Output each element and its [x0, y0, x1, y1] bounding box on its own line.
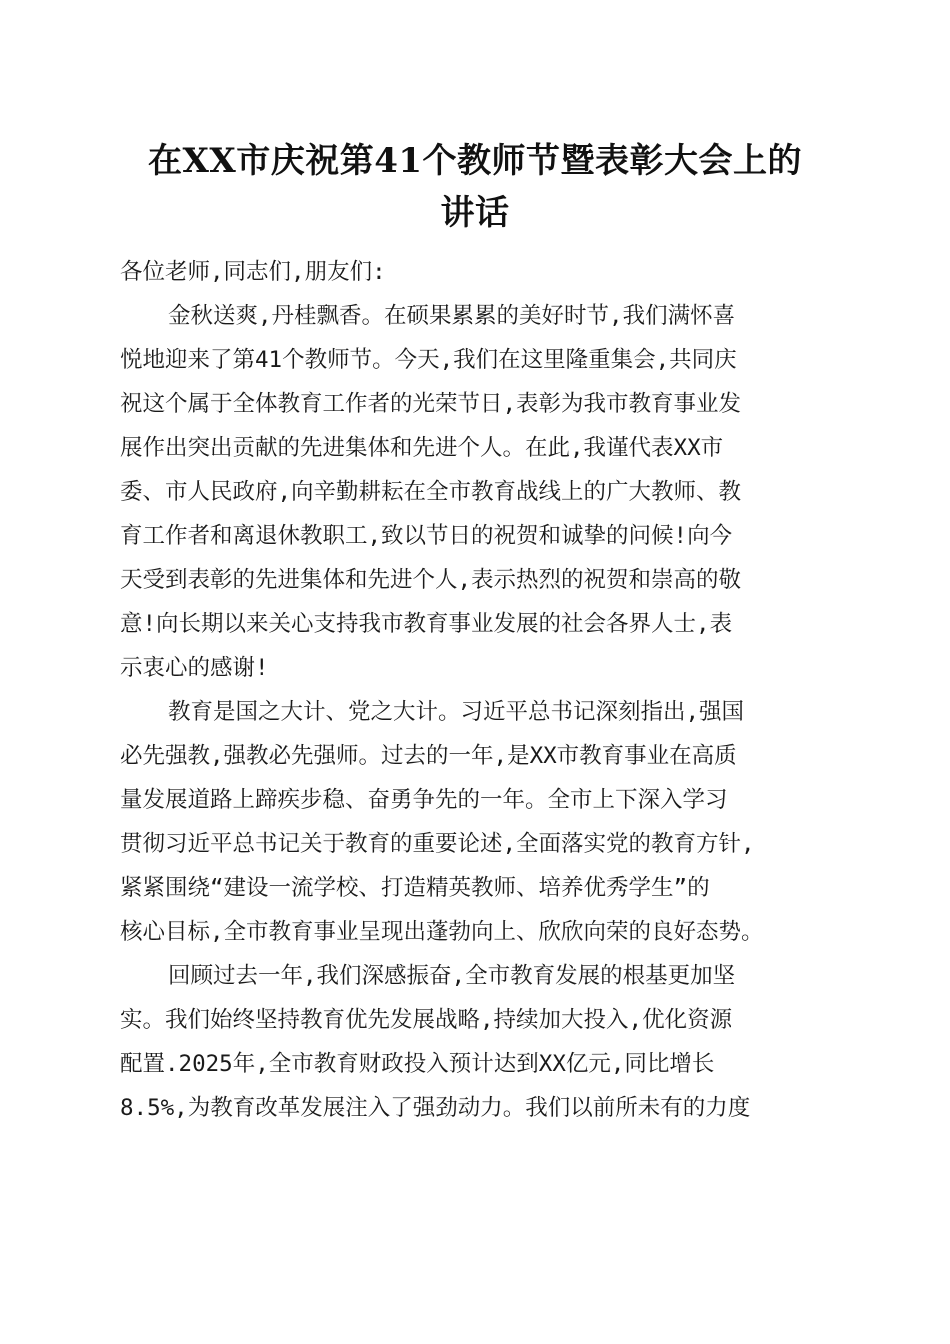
paragraph-line: 悦地迎来了第41个教师节。今天,我们在这里隆重集会,共同庆 — [120, 347, 737, 373]
paragraph-line: 示衷心的感谢! — [120, 655, 269, 681]
paragraph-3 — [120, 954, 830, 1130]
paragraph-1 — [120, 294, 830, 690]
paragraph-line: 祝这个属于全体教育工作者的光荣节日,表彰为我市教育事业发 — [120, 391, 742, 417]
paragraph-line: 天受到表彰的先进集体和先进个人,表示热烈的祝贺和崇高的敬 — [120, 567, 742, 593]
salutation: 各位老师,同志们,朋友们: — [120, 259, 386, 285]
paragraph-line: 紧紧围绕“建设一流学校、打造精英教师、培养优秀学生”的 — [120, 875, 710, 901]
paragraph-2 — [120, 690, 830, 954]
title-line: 讲话 — [440, 193, 510, 233]
paragraph-line: 教育是国之大计、党之大计。习近平总书记深刻指出,强国 — [168, 699, 745, 725]
paragraph-line: 意!向长期以来关心支持我市教育事业发展的社会各界人士,表 — [120, 611, 733, 637]
paragraph-line: 必先强教,强教必先强师。过去的一年,是XX市教育事业在高质 — [120, 743, 737, 769]
paragraph-line: 配置.2025年,全市教育财政投入预计达到XX亿元,同比增长 — [120, 1051, 715, 1077]
title-line: 在XX市庆祝第41个教师节暨表彰大会上的 — [147, 141, 803, 181]
paragraph-line: 金秋送爽,丹桂飘香。在硕果累累的美好时节,我们满怀喜 — [168, 303, 736, 329]
paragraph-line: 量发展道路上蹄疾步稳、奋勇争先的一年。全市上下深入学习 — [120, 787, 728, 813]
paragraph-line: 回顾过去一年,我们深感振奋,全市教育发展的根基更加坚 — [168, 963, 736, 989]
paragraph-line: 展作出突出贡献的先进集体和先进个人。在此,我谨代表XX市 — [120, 435, 724, 461]
document-title — [110, 135, 840, 239]
paragraph-line: 实。我们始终坚持教育优先发展战略,持续加大投入,优化资源 — [120, 1007, 733, 1033]
paragraph-line: 8.5%,为教育改革发展注入了强劲动力。我们以前所未有的力度 — [120, 1095, 751, 1121]
paragraph-line: 贯彻习近平总书记关于教育的重要论述,全面落实党的教育方针, — [120, 831, 755, 857]
paragraph-line: 育工作者和离退休教职工,致以节日的祝贺和诚挚的问候!向今 — [120, 523, 733, 549]
paragraph-line: 委、市人民政府,向辛勤耕耘在全市教育战线上的广大教师、教 — [120, 479, 742, 505]
paragraph-line: 核心目标,全市教育事业呈现出蓬勃向上、欣欣向荣的良好态势。 — [120, 919, 764, 945]
document-body — [120, 250, 830, 1130]
